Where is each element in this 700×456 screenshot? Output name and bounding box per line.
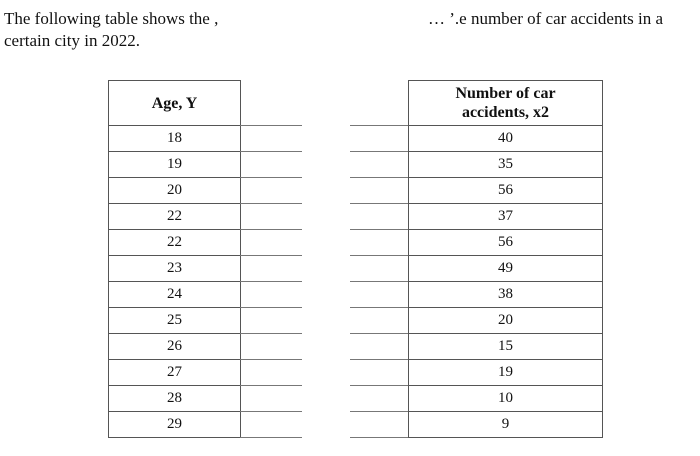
cell-accidents: 56 xyxy=(409,178,603,204)
table-row xyxy=(109,282,603,308)
cell-middle xyxy=(241,334,409,360)
cell-age: 27 xyxy=(109,360,241,386)
table-row xyxy=(109,386,603,412)
cell-middle xyxy=(241,204,409,230)
cell-accidents: 49 xyxy=(409,256,603,282)
cell-accidents: 20 xyxy=(409,308,603,334)
cell-age: 24 xyxy=(109,282,241,308)
cell-accidents: 10 xyxy=(409,386,603,412)
table-row xyxy=(109,230,603,256)
cell-age: 19 xyxy=(109,152,241,178)
cell-middle xyxy=(241,412,409,438)
cell-age: 20 xyxy=(109,178,241,204)
table-row xyxy=(109,126,603,152)
cell-middle xyxy=(241,230,409,256)
cell-age: 22 xyxy=(109,230,241,256)
table-row xyxy=(109,256,603,282)
header-accidents-line1: Number of car xyxy=(455,85,556,102)
cell-age: 26 xyxy=(109,334,241,360)
header-accidents xyxy=(409,81,603,126)
cell-age: 23 xyxy=(109,256,241,282)
cell-middle xyxy=(241,152,409,178)
intro-line1-right: … ’.e number of car accidents in a xyxy=(428,9,664,28)
table-row xyxy=(109,360,603,386)
cell-middle xyxy=(241,256,409,282)
cell-accidents: 9 xyxy=(409,412,603,438)
cell-age: 22 xyxy=(109,204,241,230)
table-row xyxy=(109,204,603,230)
table-header-row xyxy=(109,81,603,126)
header-age: Age, Y xyxy=(109,81,241,126)
header-middle xyxy=(241,81,409,126)
header-accidents-line2: accidents, x2 xyxy=(461,104,550,121)
cell-middle xyxy=(241,360,409,386)
cell-accidents: 40 xyxy=(409,126,603,152)
cell-accidents: 19 xyxy=(409,360,603,386)
cell-middle xyxy=(241,282,409,308)
cell-middle xyxy=(241,308,409,334)
car-accidents-table xyxy=(108,80,603,438)
table-row xyxy=(109,178,603,204)
table-row xyxy=(109,334,603,360)
cell-accidents: 15 xyxy=(409,334,603,360)
cell-middle xyxy=(241,126,409,152)
cell-age: 29 xyxy=(109,412,241,438)
cell-accidents: 56 xyxy=(409,230,603,256)
cell-accidents: 37 xyxy=(409,204,603,230)
table-row xyxy=(109,412,603,438)
cell-age: 28 xyxy=(109,386,241,412)
cell-middle xyxy=(241,178,409,204)
table-row xyxy=(109,152,603,178)
intro-line1-left: The following table shows the , xyxy=(4,9,219,28)
cell-accidents: 35 xyxy=(409,152,603,178)
cell-accidents: 38 xyxy=(409,282,603,308)
table-row xyxy=(109,308,603,334)
intro-line2: certain city in 2022. xyxy=(4,31,140,50)
cell-age: 25 xyxy=(109,308,241,334)
cell-middle xyxy=(241,386,409,412)
cell-age: 18 xyxy=(109,126,241,152)
